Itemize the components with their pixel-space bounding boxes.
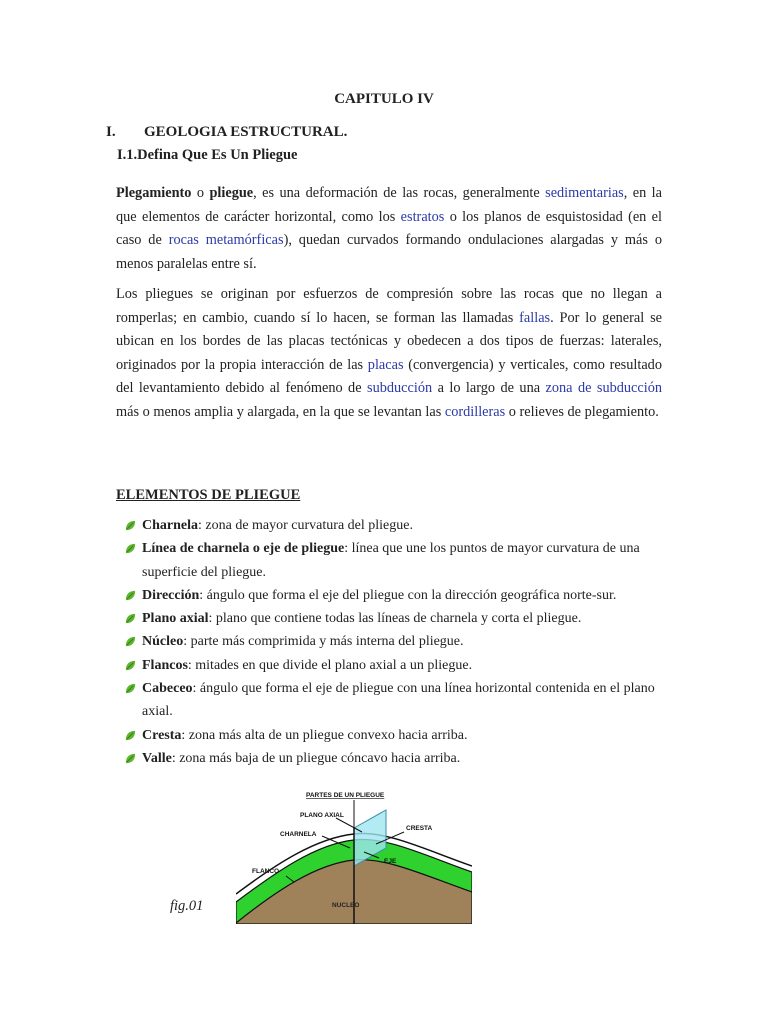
- leaf-bullet-icon: [124, 612, 137, 625]
- paragraph-definition: Plegamiento o pliegue, es una deformación de las rocas, generalmente sedimentarias, en la que elementos de carácter horizontal, como los estratos o los planos de esquistosidad (en el caso de rocas metamórficas), quedan curvados formando ondulaciones alargadas y más o menos paralelas entre sí.: [116, 185, 663, 272]
- link-rocas-metamorficas[interactable]: rocas metamórficas: [168, 232, 284, 248]
- link-zona-de-subduccion[interactable]: zona de subducción: [545, 380, 663, 396]
- paragraph-origin: Los pliegues se originan por esfuerzos de compresión sobre las rocas que no llegan a romperlas; en cambio, cuando sí lo hacen, se forman las llamadas fallas. Por lo general se ubican en los bordes de las placas tectónicas y obedecen a dos tipos de fuerzas: laterales, originados por la propia interacción de las placas (convergencia) y verticales, como resultado del levantamiento debido al fenómeno de subducción a lo largo de una zona de subducción más o menos amplia y alargada, en la que se levantan las cordilleras o relieves de plegamiento.: [116, 286, 663, 420]
- chapter-title: CAPITULO IV: [334, 91, 434, 107]
- list-item: Dirección: ángulo que forma el eje del pliegue con la dirección geográfica norte-sur.: [124, 584, 664, 607]
- list-item: Plano axial: plano que contiene todas las líneas de charnela y corta el pliegue.: [124, 607, 664, 630]
- fold-diagram: [236, 786, 472, 924]
- subsection-heading: I.1.Defina Que Es Un Pliegue: [117, 147, 298, 163]
- link-subduccion[interactable]: subducción: [367, 380, 433, 396]
- leaf-bullet-icon: [124, 635, 137, 648]
- link-estratos[interactable]: estratos: [400, 208, 445, 225]
- section-number: I.: [106, 124, 116, 140]
- leaf-bullet-icon: [124, 519, 137, 532]
- list-item: Núcleo: parte más comprimida y más interna del pliegue.: [124, 630, 664, 653]
- list-item: Línea de charnela o eje de pliegue: línea que une los puntos de mayor curvatura de una superficie del pliegue.: [124, 537, 664, 584]
- leaf-bullet-icon: [124, 589, 137, 602]
- link-placas[interactable]: placas: [367, 356, 404, 373]
- leaf-bullet-icon: [124, 752, 137, 765]
- link-fallas[interactable]: fallas: [519, 309, 551, 326]
- section-title: GEOLOGIA ESTRUCTURAL.: [144, 124, 348, 140]
- list-item: Cresta: zona más alta de un pliegue convexo hacia arriba.: [124, 724, 664, 747]
- leaf-bullet-icon: [124, 729, 137, 742]
- fig-label-flanco: FLANCO: [252, 868, 280, 875]
- list-item: Cabeceo: ángulo que forma el eje de pliegue con una línea horizontal contenida en el plano axial.: [124, 677, 664, 724]
- fig-label-nucleo: NUCLEO: [332, 902, 360, 909]
- elements-heading: ELEMENTOS DE PLIEGUE: [116, 487, 301, 503]
- list-item: Valle: zona más baja de un pliegue cóncavo hacia arriba.: [124, 747, 664, 770]
- link-sedimentarias[interactable]: sedimentarias: [545, 185, 624, 201]
- section-heading: [106, 124, 347, 141]
- link-cordilleras[interactable]: cordilleras: [444, 403, 506, 420]
- leaf-bullet-icon: [124, 542, 137, 555]
- elements-list: [124, 514, 664, 770]
- fig-label-eje: EJE: [384, 858, 397, 865]
- leaf-bullet-icon: [124, 682, 137, 695]
- fig-label-plano-axial: PLANO AXIAL: [300, 812, 344, 819]
- fig-label-cresta: CRESTA: [406, 825, 433, 832]
- leaf-bullet-icon: [124, 659, 137, 672]
- figure-caption: fig.01: [170, 898, 204, 914]
- fig-label-title: PARTES DE UN PLIEGUE: [306, 792, 385, 799]
- list-item: Flancos: mitades en que divide el plano axial a un pliegue.: [124, 654, 664, 677]
- fig-label-charnela: CHARNELA: [280, 831, 317, 838]
- list-item: Charnela: zona de mayor curvatura del pliegue.: [124, 514, 664, 537]
